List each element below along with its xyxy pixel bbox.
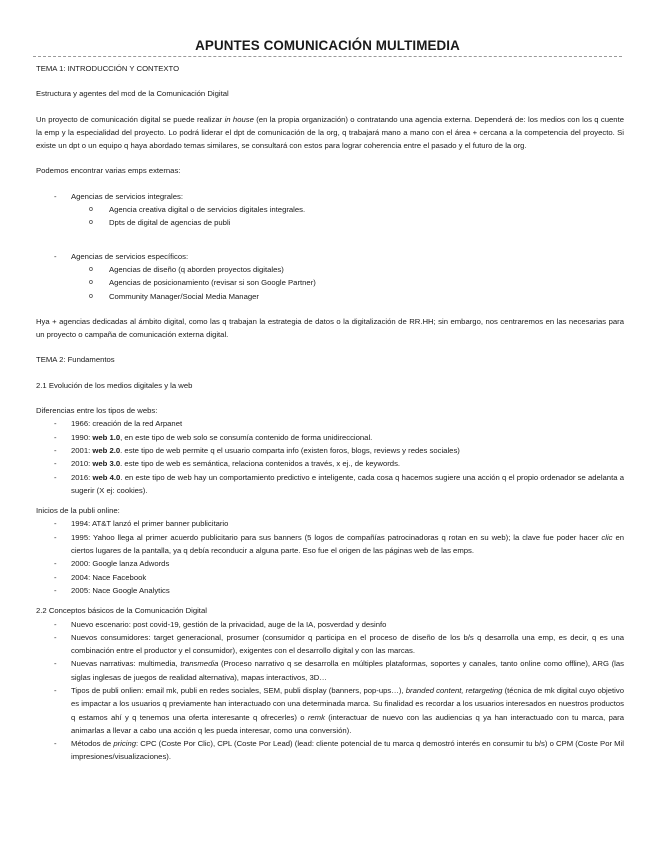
agencies-list-specific — [36, 250, 624, 303]
section-2-1-heading: 2.1 Evolución de los medios digitales y la web — [36, 380, 193, 390]
list-item: - Tipos de publi onlien: email mk, publi en redes sociales, SEM, publi display (banners, pop-ups…), branded content, retargeting (técnica de mk digital cuyo objetivo es impactar a los usuarios q previamente han interactuado con una determinada marca. Su finalidad es recordar a los usuarios interesados en nuestros productos q estamos ahí y q tenemos una oferta interesante q ofrecerles) o remk (interactuar de nuevo con las audiencias q ya han interactuado con tu marca, para animarlas a llevar a cabo una acción q les pueda interesar, como una conversión). — [54, 685, 624, 735]
document-body — [36, 62, 624, 764]
section-2-2-heading: 2.2 Conceptos básicos de la Comunicación Digital — [36, 606, 207, 616]
list-item: o Community Manager/Social Media Manager — [89, 291, 259, 301]
list-item: - 1995: Yahoo llega al primer acuerdo publicitario para sus banners (5 logos de compañías patrocinadoras q rotan en su web); la clave fue poder hacer clic en ciertos lugares de la pantalla, ya q debía reconducir a alguna parte. Eso fue el origen de las páginas web de las emps. — [54, 532, 625, 556]
list-item: - 2016: web 4.0. en este tipo de web hay un comportamiento predictivo e inteligente, cada cosa q hacemos sugiere una acción q el propio ordenador se adelanta a sugerir (X ej: cookies). — [54, 472, 624, 495]
online-ads-history-list — [36, 517, 624, 597]
list-item: - 2010: web 3.0. este tipo de web es semántica, relaciona contenidos a través, x ej., de keywords. — [54, 459, 401, 469]
list-item: - Métodos de pricing: CPC (Coste Por Clic), CPL (Coste Por Lead) (lead: cliente potencial de tu marca q demostró interés en consumir tu b/s) o CPM (Coste Por Mil impresiones/visualizaciones). — [54, 739, 624, 762]
list-item: - Agencias de servicios específicos: o Agencias de diseño (q aborden proyectos digitales) o Agencias de posicionamiento (revisar si son Google Partner) o Community Manager/Social Media Manager — [36, 250, 624, 303]
tema1-paragraph-2: Podemos encontrar varias emps externas: — [36, 166, 181, 176]
title-divider — [33, 56, 622, 57]
tema1-paragraph-3: Hya + agencias dedicadas al ámbito digital, como las q trabajan la estrategia de datos o la digitalización de RR.HH; sin embargo, nos centraremos en las necesarias para un proyecto o campaña de comunicación externa digital. — [36, 316, 624, 340]
tema1-subheading: Estructura y agentes del mcd de la Comunicación Digital — [36, 89, 229, 99]
tema1-heading: TEMA 1: INTRODUCCIÓN Y CONTEXTO — [36, 64, 180, 73]
list-item: - 2004: Nace Facebook — [54, 572, 147, 582]
document-title: APUNTES COMUNICACIÓN MULTIMEDIA — [195, 38, 460, 53]
digital-concepts-list — [36, 618, 624, 764]
list-item: - 2001: web 2.0. este tipo de web permite q el usuario comparta info (existen foros, blogs, reviews y redes sociales) — [54, 445, 460, 455]
list-item: - Nuevos consumidores: target generacional, prosumer (consumidor q participa en el proceso de diseño de los b/s q desarrolla una emp, es decir, q es una combinación entre el productor y el consumidor), exigentes con el desarrollo digital y con las marcas. — [54, 632, 624, 656]
list-item: o Agencias de diseño (q aborden proyectos digitales) — [89, 264, 284, 274]
list-item: o Agencias de posicionamiento (revisar si son Google Partner) — [89, 278, 316, 288]
list-item: - Nuevas narrativas: multimedia, transmedia (Proceso narrativo q se desarrolla en múltiples plataformas, soportes y canales, tanto online como offline), ARG (las siglas inglesas de juegos de realidad alternativa), mapas interactivos, 3D… — [54, 659, 624, 682]
list-item: - Agencias de servicios integrales: o Agencia creativa digital o de servicios digitales integrales. o Dpts de digital de agencias de publi — [36, 190, 624, 230]
list-item: - Nuevo escenario: post covid-19, gestión de la privacidad, auge de la IA, posverdad y desinfo — [54, 619, 387, 629]
publi-intro: Inicios de la publi online: — [36, 506, 120, 516]
list-item: - 1966: creación de la red Arpanet — [54, 419, 183, 429]
tema2-heading: TEMA 2: Fundamentos — [36, 355, 115, 365]
list-item: - 1990: web 1.0, en este tipo de web solo se consumía contenido de forma unidireccional. — [54, 432, 373, 442]
agencies-list-integral — [36, 190, 624, 230]
list-item: - 2000: Google lanza Adwords — [54, 559, 170, 569]
webs-intro: Diferencias entre los tipos de webs: — [36, 406, 158, 416]
list-item: - 1994: AT&T lanzó el primer banner publicitario — [54, 519, 229, 529]
list-item: o Dpts de digital de agencias de publi — [89, 218, 231, 228]
list-item: o Agencia creativa digital o de servicios digitales integrales. — [89, 205, 306, 215]
list-item: - 2005: Nace Google Analytics — [54, 585, 170, 595]
web-types-list — [36, 417, 624, 497]
tema1-paragraph-1: Un proyecto de comunicación digital se puede realizar in house (en la propia organización) o contratando una agencia externa. Dependerá de: los medios con los q cuente la emp y la especialidad del proyecto. Lo podrá liderar el dpt de comunicación de la org, q trabajará mano a mano con el área + cercana a la competencia del proyecto. Si existe un dpt o un equipo q haya abordado temas similares, se consultará con estos para lograr coherencia entre el pasado y el futuro de la org. — [36, 114, 624, 151]
